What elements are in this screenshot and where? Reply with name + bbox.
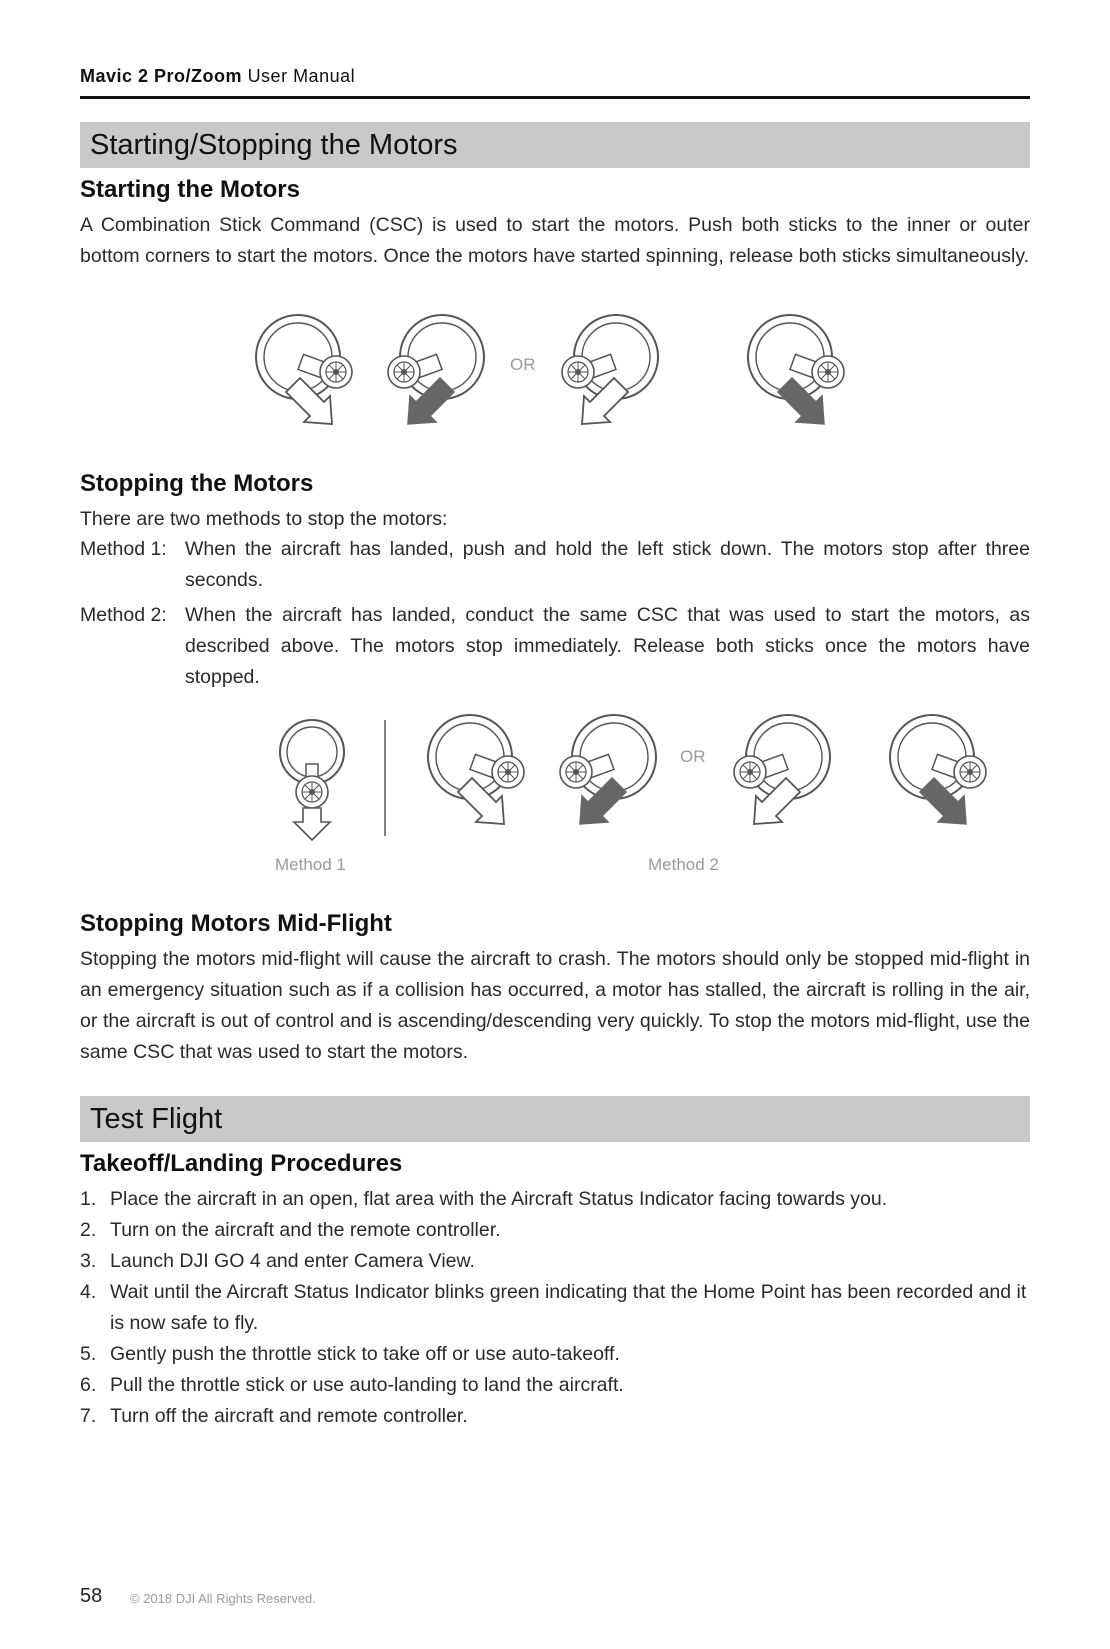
heading-midflight: Stopping Motors Mid-Flight — [80, 910, 392, 937]
page-header — [80, 60, 1030, 99]
product-name: Mavic 2 Pro/Zoom — [80, 66, 243, 86]
step-text: Turn off the aircraft and remote controller. — [110, 1405, 468, 1427]
method-2-stick-left-outer — [428, 715, 524, 824]
step-number: 3. — [80, 1250, 97, 1272]
method-1-stick-down — [280, 720, 344, 840]
method-2-text: When the aircraft has landed, conduct the same CSC that was used to start the motors, as described above. The motors stop immediately. Release both sticks once the motors have stopped. — [185, 604, 1030, 688]
or-label: OR — [510, 355, 536, 374]
csc-start-figure — [250, 312, 870, 437]
step-number: 4. — [80, 1281, 97, 1303]
section-title-test-flight: Test Flight — [80, 1096, 1030, 1142]
method-1-text: When the aircraft has landed, push and hold the left stick down. The motors stop after three seconds. — [185, 538, 1030, 591]
step-text: Turn on the aircraft and the remote controller. — [110, 1219, 501, 1241]
heading-stopping-motors: Stopping the Motors — [80, 470, 314, 497]
stick-right-outer — [388, 315, 484, 424]
step-number: 2. — [80, 1219, 97, 1241]
step-text: Launch DJI GO 4 and enter Camera View. — [110, 1250, 475, 1272]
or-label: OR — [680, 747, 706, 766]
method-2-stick-right-inner — [890, 715, 986, 824]
list-item — [80, 1401, 1030, 1432]
step-number: 1. — [80, 1188, 97, 1210]
method-2-caption: Method 2 — [648, 855, 719, 874]
stick-left-outer — [256, 315, 352, 424]
method-1-label: Method 1: — [80, 538, 167, 560]
step-number: 7. — [80, 1405, 97, 1427]
step-text: Pull the throttle stick or use auto-landing to land the aircraft. — [110, 1374, 624, 1396]
document-type: User Manual — [247, 66, 356, 86]
method-1-caption: Method 1 — [275, 855, 346, 874]
method-2-stick-right-outer — [560, 715, 656, 824]
stick-right-inner — [748, 315, 844, 424]
method-2-label: Method 2: — [80, 604, 167, 626]
step-text: Gently push the throttle stick to take off or use auto-takeoff. — [110, 1343, 620, 1365]
stick-left-inner — [562, 315, 658, 424]
stop-methods-figure — [270, 712, 990, 882]
step-text: Wait until the Aircraft Status Indicator blinks green indicating that the Home Point has been recorded and it is now safe to fly. — [110, 1281, 1027, 1334]
heading-takeoff-landing: Takeoff/Landing Procedures — [80, 1150, 403, 1177]
page-number: 58 — [80, 1585, 103, 1607]
list-item — [80, 1184, 1030, 1215]
list-item — [80, 1370, 1030, 1401]
method-2-stick-left-inner — [734, 715, 830, 824]
method-1-item — [80, 534, 1030, 596]
list-item — [80, 1246, 1030, 1277]
paragraph-midflight: Stopping the motors mid-flight will cause the aircraft to crash. The motors should only be stopped mid-flight in an emergency situation such as if a collision has occurred, a motor has stalled, the aircraft is rolling in the air, or the aircraft is out of control and is ascending/descending very quickly. To stop the motors mid-flight, use the same CSC that was used to start the motors. — [80, 948, 1030, 1063]
takeoff-landing-steps — [80, 1184, 1030, 1432]
section-title-motors: Starting/Stopping the Motors — [80, 122, 1030, 168]
paragraph-stopping-intro: There are two methods to stop the motors: — [80, 508, 448, 530]
step-number: 5. — [80, 1343, 97, 1365]
list-item — [80, 1277, 1030, 1339]
paragraph-starting-motors: A Combination Stick Command (CSC) is used to start the motors. Push both sticks to the inner or outer bottom corners to start the motors. Once the motors have started spinning, release both sticks simultaneously. — [80, 214, 1030, 267]
document-title — [80, 66, 355, 87]
copyright-notice: © 2018 DJI All Rights Reserved. — [130, 1591, 316, 1606]
list-item — [80, 1339, 1030, 1370]
method-2-item — [80, 600, 1030, 693]
heading-starting-motors: Starting the Motors — [80, 176, 300, 203]
step-text: Place the aircraft in an open, flat area with the Aircraft Status Indicator facing towards you. — [110, 1188, 888, 1210]
step-number: 6. — [80, 1374, 97, 1396]
page-footer — [80, 1585, 1030, 1615]
list-item — [80, 1215, 1030, 1246]
